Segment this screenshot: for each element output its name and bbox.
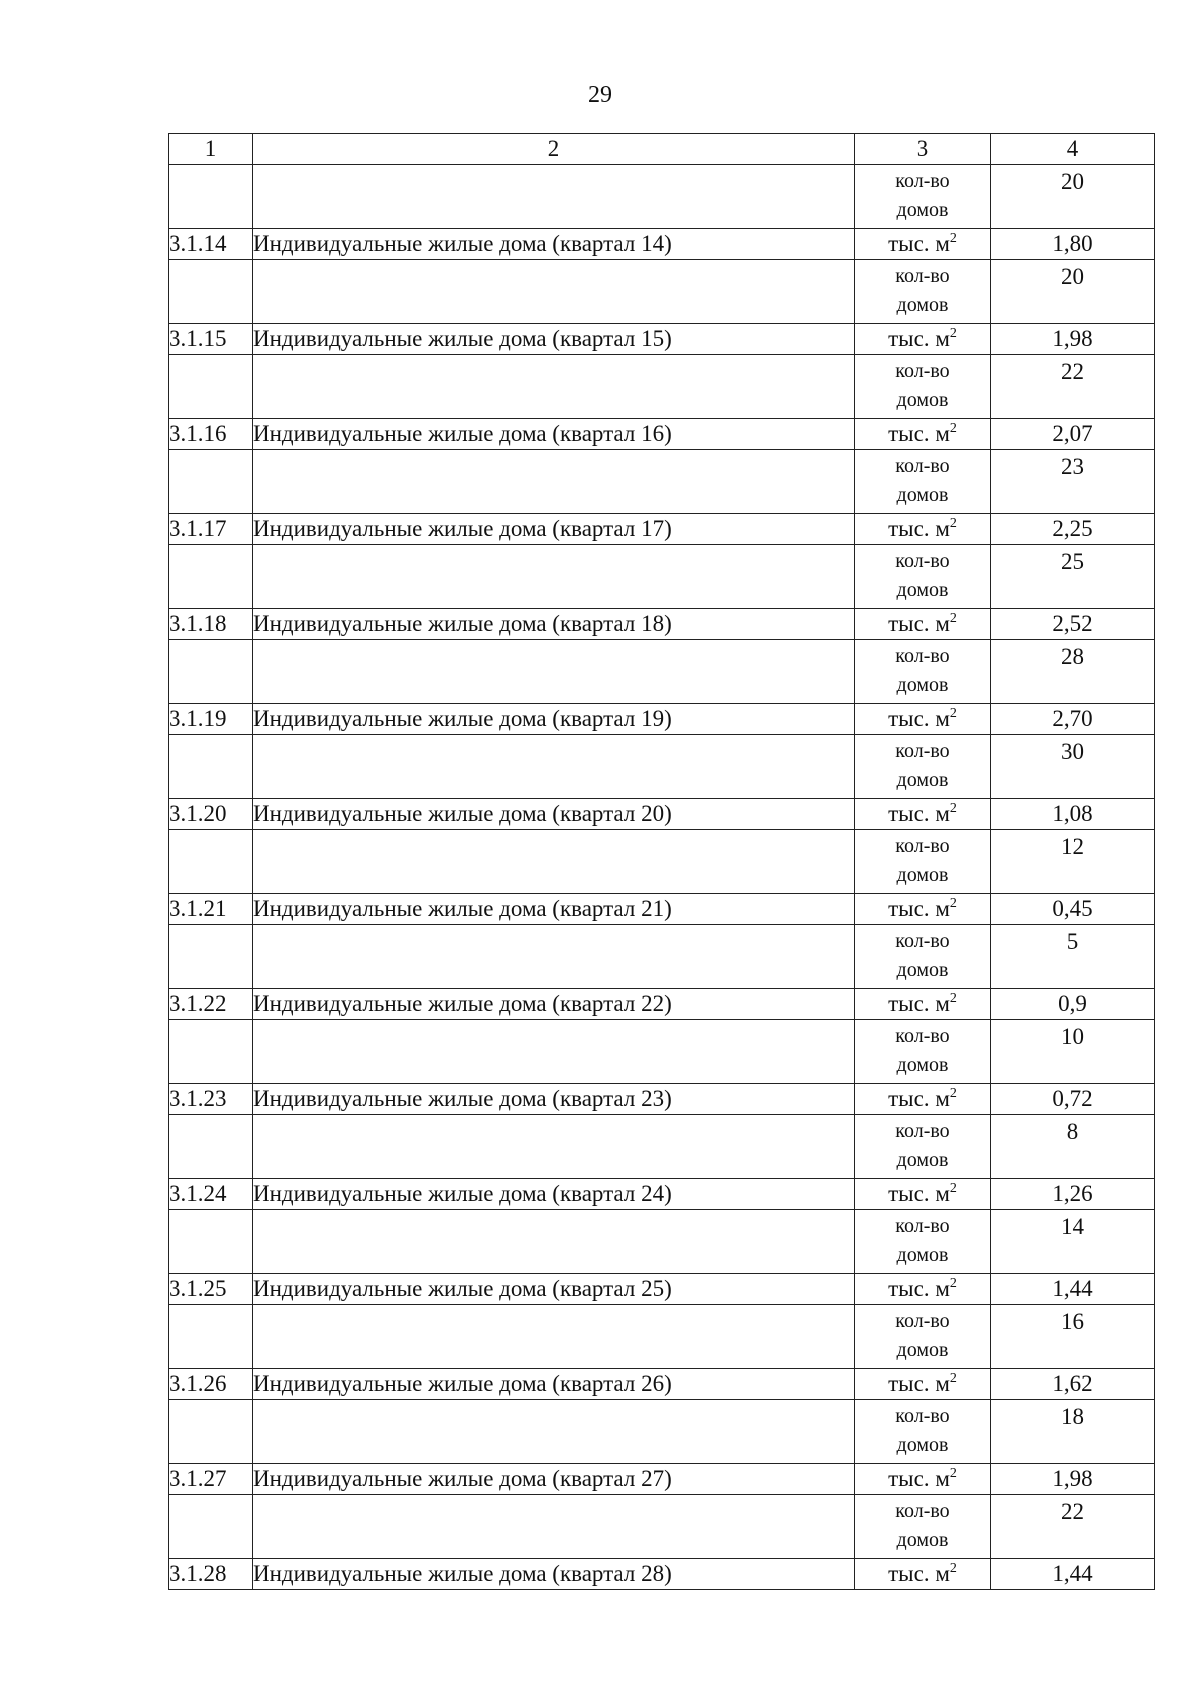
table-row [169, 1464, 1155, 1495]
table-row-count [169, 355, 1155, 419]
name-cell: Индивидуальные жилые дома (квартал 18) [253, 609, 855, 640]
unit-count-line2: домов [896, 1244, 949, 1266]
table-row [169, 1084, 1155, 1115]
name-cell: Индивидуальные жилые дома (квартал 26) [253, 1369, 855, 1400]
name-cell: Индивидуальные жилые дома (квартал 24) [253, 1179, 855, 1210]
num-cell [169, 355, 253, 419]
unit-area-base: тыс. м [888, 706, 950, 731]
unit-area-base: тыс. м [888, 421, 950, 446]
value-cell: 20 [991, 260, 1155, 324]
table-row [169, 1274, 1155, 1305]
unit-count-line1: кол-во [895, 1025, 950, 1047]
name-cell: Индивидуальные жилые дома (квартал 15) [253, 324, 855, 355]
name-cell: Индивидуальные жилые дома (квартал 20) [253, 799, 855, 830]
unit-cell [855, 989, 991, 1020]
value-cell: 2,52 [991, 609, 1155, 640]
unit-area-sup: 2 [949, 706, 957, 721]
num-cell: 3.1.24 [169, 1179, 253, 1210]
value-cell: 1,44 [991, 1274, 1155, 1305]
value-cell: 22 [991, 1495, 1155, 1559]
unit-area-sup: 2 [949, 801, 957, 816]
unit-count-line1: кол-во [895, 455, 950, 477]
num-cell: 3.1.19 [169, 704, 253, 735]
unit-count-line1: кол-во [895, 265, 950, 287]
unit-cell [855, 355, 991, 419]
unit-cell [855, 609, 991, 640]
num-cell: 3.1.20 [169, 799, 253, 830]
unit-area-base: тыс. м [888, 896, 950, 921]
value-cell: 8 [991, 1115, 1155, 1179]
name-cell [253, 735, 855, 799]
table-row [169, 704, 1155, 735]
value-cell: 20 [991, 165, 1155, 229]
table-row [169, 799, 1155, 830]
unit-cell [855, 165, 991, 229]
value-cell: 0,72 [991, 1084, 1155, 1115]
unit-count-line2: домов [896, 1339, 949, 1361]
value-cell: 1,26 [991, 1179, 1155, 1210]
unit-cell [855, 1210, 991, 1274]
table-row [169, 514, 1155, 545]
table-row-count [169, 545, 1155, 609]
num-cell: 3.1.25 [169, 1274, 253, 1305]
value-cell: 18 [991, 1400, 1155, 1464]
table-row [169, 419, 1155, 450]
unit-cell [855, 1084, 991, 1115]
num-cell [169, 1115, 253, 1179]
unit-count-line1: кол-во [895, 1310, 950, 1332]
name-cell [253, 1115, 855, 1179]
table-row-count [169, 1020, 1155, 1084]
unit-count-line1: кол-во [895, 1215, 950, 1237]
num-cell: 3.1.27 [169, 1464, 253, 1495]
value-cell: 1,80 [991, 229, 1155, 260]
name-cell: Индивидуальные жилые дома (квартал 27) [253, 1464, 855, 1495]
table-header-row [169, 134, 1155, 165]
unit-cell [855, 799, 991, 830]
num-cell: 3.1.14 [169, 229, 253, 260]
unit-count-line2: домов [896, 769, 949, 791]
table-row [169, 989, 1155, 1020]
name-cell: Индивидуальные жилые дома (квартал 23) [253, 1084, 855, 1115]
num-cell [169, 165, 253, 229]
value-cell: 22 [991, 355, 1155, 419]
unit-area-base: тыс. м [888, 1086, 950, 1111]
value-cell: 5 [991, 925, 1155, 989]
unit-count-line1: кол-во [895, 1500, 950, 1522]
num-cell [169, 735, 253, 799]
unit-cell [855, 1115, 991, 1179]
num-cell: 3.1.15 [169, 324, 253, 355]
table-row [169, 324, 1155, 355]
unit-cell [855, 894, 991, 925]
unit-count-line1: кол-во [895, 360, 950, 382]
unit-count-line2: домов [896, 294, 949, 316]
name-cell [253, 1020, 855, 1084]
unit-cell [855, 229, 991, 260]
unit-count-line2: домов [896, 959, 949, 981]
unit-cell [855, 1559, 991, 1590]
num-cell: 3.1.21 [169, 894, 253, 925]
name-cell [253, 450, 855, 514]
unit-area-base: тыс. м [888, 1276, 950, 1301]
num-cell [169, 545, 253, 609]
unit-count-line2: домов [896, 199, 949, 221]
unit-count-line2: домов [896, 674, 949, 696]
table-row-count [169, 830, 1155, 894]
unit-area-sup: 2 [949, 1561, 957, 1576]
unit-area-sup: 2 [949, 516, 957, 531]
unit-count-line2: домов [896, 579, 949, 601]
name-cell [253, 545, 855, 609]
page-number: 29 [588, 82, 612, 108]
unit-count-line1: кол-во [895, 930, 950, 952]
value-cell: 12 [991, 830, 1155, 894]
value-cell: 2,25 [991, 514, 1155, 545]
table-row [169, 1369, 1155, 1400]
num-cell [169, 1400, 253, 1464]
table-row-count [169, 1495, 1155, 1559]
unit-count-line1: кол-во [895, 170, 950, 192]
unit-area-base: тыс. м [888, 1371, 950, 1396]
unit-area-base: тыс. м [888, 231, 950, 256]
value-cell: 16 [991, 1305, 1155, 1369]
unit-count-line2: домов [896, 1529, 949, 1551]
column-header-4: 4 [991, 134, 1155, 165]
name-cell [253, 165, 855, 229]
unit-count-line2: домов [896, 1054, 949, 1076]
unit-count-line1: кол-во [895, 835, 950, 857]
value-cell: 23 [991, 450, 1155, 514]
unit-cell [855, 830, 991, 894]
table-row-count [169, 925, 1155, 989]
table-row [169, 1179, 1155, 1210]
unit-cell [855, 260, 991, 324]
num-cell: 3.1.26 [169, 1369, 253, 1400]
unit-area-sup: 2 [949, 421, 957, 436]
value-cell: 1,62 [991, 1369, 1155, 1400]
value-cell: 2,07 [991, 419, 1155, 450]
unit-count-line2: домов [896, 864, 949, 886]
unit-area-base: тыс. м [888, 1181, 950, 1206]
name-cell [253, 1210, 855, 1274]
value-cell: 28 [991, 640, 1155, 704]
name-cell [253, 830, 855, 894]
num-cell: 3.1.23 [169, 1084, 253, 1115]
name-cell: Индивидуальные жилые дома (квартал 21) [253, 894, 855, 925]
unit-count-line1: кол-во [895, 1405, 950, 1427]
unit-area-sup: 2 [949, 1181, 957, 1196]
value-cell: 1,44 [991, 1559, 1155, 1590]
table-row-count [169, 1115, 1155, 1179]
num-cell [169, 830, 253, 894]
num-cell [169, 1305, 253, 1369]
num-cell [169, 260, 253, 324]
unit-area-base: тыс. м [888, 801, 950, 826]
unit-area-sup: 2 [949, 231, 957, 246]
table-row [169, 229, 1155, 260]
unit-cell [855, 640, 991, 704]
value-cell: 0,45 [991, 894, 1155, 925]
unit-cell [855, 735, 991, 799]
unit-cell [855, 1464, 991, 1495]
value-cell: 0,9 [991, 989, 1155, 1020]
num-cell: 3.1.16 [169, 419, 253, 450]
unit-area-base: тыс. м [888, 326, 950, 351]
unit-area-sup: 2 [949, 1276, 957, 1291]
unit-area-sup: 2 [949, 326, 957, 341]
num-cell: 3.1.28 [169, 1559, 253, 1590]
num-cell [169, 640, 253, 704]
num-cell [169, 1020, 253, 1084]
table-row-count [169, 1400, 1155, 1464]
unit-area-sup: 2 [949, 611, 957, 626]
name-cell: Индивидуальные жилые дома (квартал 17) [253, 514, 855, 545]
table-body [169, 165, 1155, 1590]
column-header-3: 3 [855, 134, 991, 165]
name-cell: Индивидуальные жилые дома (квартал 25) [253, 1274, 855, 1305]
unit-area-base: тыс. м [888, 1466, 950, 1491]
name-cell [253, 1495, 855, 1559]
unit-count-line2: домов [896, 1434, 949, 1456]
name-cell [253, 1400, 855, 1464]
num-cell [169, 1210, 253, 1274]
num-cell: 3.1.17 [169, 514, 253, 545]
value-cell: 1,98 [991, 324, 1155, 355]
name-cell [253, 260, 855, 324]
name-cell [253, 1305, 855, 1369]
unit-area-sup: 2 [949, 991, 957, 1006]
value-cell: 1,08 [991, 799, 1155, 830]
unit-cell [855, 1400, 991, 1464]
unit-cell [855, 514, 991, 545]
unit-cell [855, 1305, 991, 1369]
unit-area-base: тыс. м [888, 1561, 950, 1586]
table-row [169, 894, 1155, 925]
table-row-count [169, 260, 1155, 324]
unit-cell [855, 925, 991, 989]
name-cell: Индивидуальные жилые дома (квартал 22) [253, 989, 855, 1020]
table-row-count [169, 735, 1155, 799]
value-cell: 10 [991, 1020, 1155, 1084]
unit-area-sup: 2 [949, 1466, 957, 1481]
num-cell [169, 450, 253, 514]
value-cell: 2,70 [991, 704, 1155, 735]
column-header-2: 2 [253, 134, 855, 165]
column-header-1: 1 [169, 134, 253, 165]
unit-count-line2: домов [896, 389, 949, 411]
unit-cell [855, 1495, 991, 1559]
value-cell: 30 [991, 735, 1155, 799]
unit-cell [855, 419, 991, 450]
value-cell: 1,98 [991, 1464, 1155, 1495]
table-row [169, 1559, 1155, 1590]
unit-cell [855, 450, 991, 514]
unit-count-line1: кол-во [895, 740, 950, 762]
value-cell: 25 [991, 545, 1155, 609]
unit-area-base: тыс. м [888, 611, 950, 636]
value-cell: 14 [991, 1210, 1155, 1274]
name-cell: Индивидуальные жилые дома (квартал 19) [253, 704, 855, 735]
unit-count-line1: кол-во [895, 645, 950, 667]
num-cell [169, 925, 253, 989]
name-cell [253, 925, 855, 989]
unit-cell [855, 545, 991, 609]
table-row-count [169, 1210, 1155, 1274]
unit-cell [855, 1020, 991, 1084]
unit-area-sup: 2 [949, 896, 957, 911]
num-cell: 3.1.22 [169, 989, 253, 1020]
table-row-count [169, 450, 1155, 514]
num-cell: 3.1.18 [169, 609, 253, 640]
table-row-count [169, 640, 1155, 704]
unit-count-line2: домов [896, 484, 949, 506]
unit-cell [855, 704, 991, 735]
num-cell [169, 1495, 253, 1559]
data-table [168, 133, 1155, 1590]
unit-cell [855, 324, 991, 355]
name-cell [253, 640, 855, 704]
name-cell [253, 355, 855, 419]
table-row-count [169, 1305, 1155, 1369]
unit-cell [855, 1369, 991, 1400]
unit-area-sup: 2 [949, 1371, 957, 1386]
unit-area-sup: 2 [949, 1086, 957, 1101]
table-row-count [169, 165, 1155, 229]
name-cell: Индивидуальные жилые дома (квартал 28) [253, 1559, 855, 1590]
name-cell: Индивидуальные жилые дома (квартал 16) [253, 419, 855, 450]
unit-count-line2: домов [896, 1149, 949, 1171]
unit-area-base: тыс. м [888, 516, 950, 541]
unit-count-line1: кол-во [895, 1120, 950, 1142]
unit-cell [855, 1179, 991, 1210]
table-row [169, 609, 1155, 640]
unit-cell [855, 1274, 991, 1305]
name-cell: Индивидуальные жилые дома (квартал 14) [253, 229, 855, 260]
unit-area-base: тыс. м [888, 991, 950, 1016]
unit-count-line1: кол-во [895, 550, 950, 572]
